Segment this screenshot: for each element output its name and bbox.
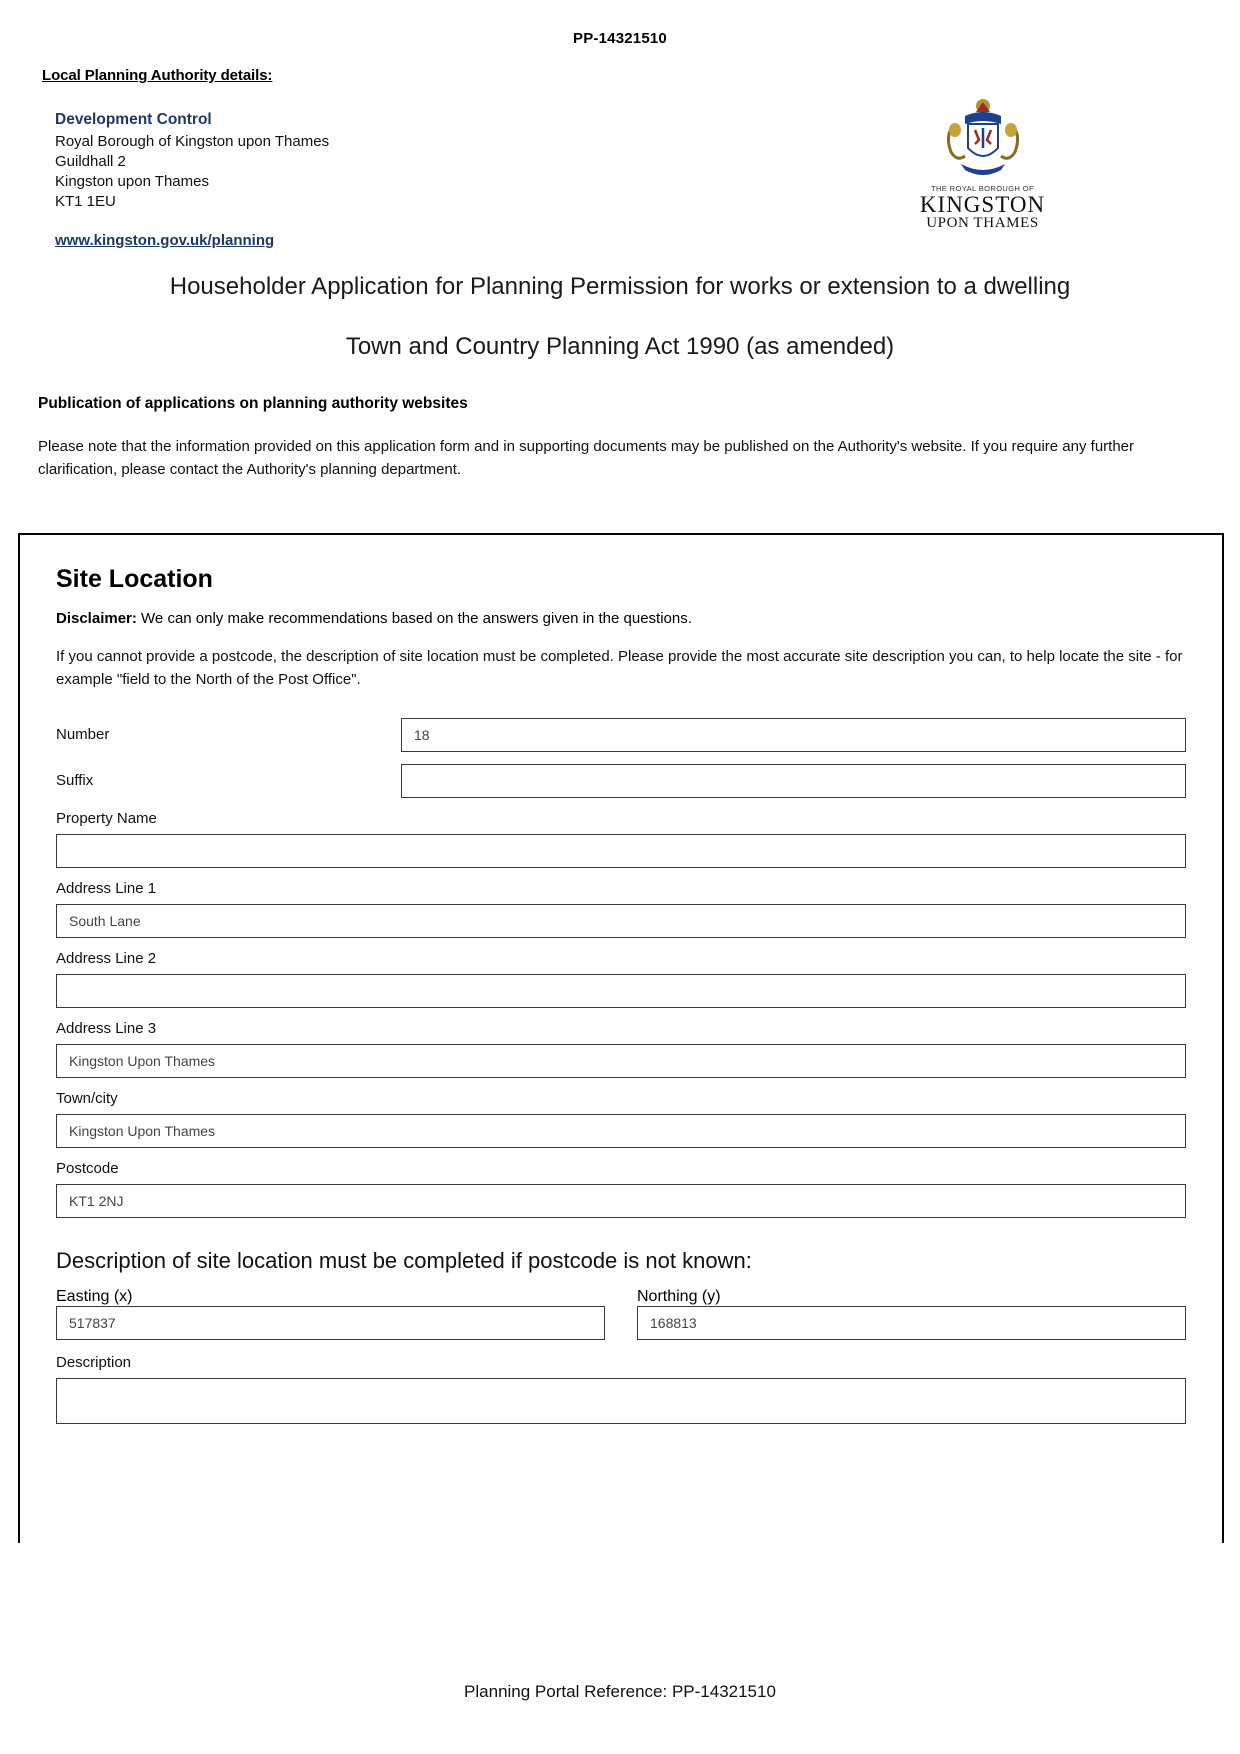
lpa-address-block — [55, 110, 1240, 212]
field-row-address-line-1 — [56, 880, 1186, 938]
label-easting: Easting (x) — [56, 1287, 133, 1305]
site-location-note: If you cannot provide a postcode, the description of site location must be completed. Please provide the most accurate site description you can, to help locate the site - for example "field to the North of the Post Office". — [56, 648, 1183, 689]
crest-big-text: KINGSTON — [919, 192, 1046, 217]
input-town-city[interactable]: Kingston Upon Thames — [56, 1114, 1186, 1148]
input-number[interactable]: 18 — [401, 718, 1186, 752]
lpa-website-link[interactable]: www.kingston.gov.uk/planning — [55, 231, 275, 249]
label-postcode: Postcode — [56, 1159, 119, 1177]
field-row-address-line-2 — [56, 950, 1186, 1008]
lpa-address-line-3: Kingston upon Thames — [55, 173, 209, 191]
label-address-line-2: Address Line 2 — [56, 949, 157, 967]
input-address-line-2[interactable] — [56, 974, 1186, 1008]
input-address-line-3[interactable]: Kingston Upon Thames — [56, 1044, 1186, 1078]
label-address-line-1: Address Line 1 — [56, 879, 157, 897]
field-row-number — [56, 718, 1186, 752]
disclaimer-text — [56, 610, 1186, 627]
site-location-section — [18, 533, 1224, 1543]
field-row-easting — [56, 1288, 605, 1340]
label-number: Number — [56, 726, 110, 744]
label-northing: Northing (y) — [637, 1287, 721, 1305]
field-row-postcode — [56, 1160, 1186, 1218]
input-property-name[interactable] — [56, 834, 1186, 868]
field-row-northing — [637, 1288, 1186, 1340]
coat-of-arms-icon — [935, 96, 1031, 182]
label-address-line-3: Address Line 3 — [56, 1019, 157, 1037]
input-northing[interactable]: 168813 — [637, 1306, 1186, 1340]
description-section-heading: Description of site location must be completed if postcode is not known: — [56, 1247, 752, 1273]
input-description[interactable] — [56, 1378, 1186, 1424]
field-row-description — [56, 1354, 1186, 1424]
field-row-suffix — [56, 764, 1186, 798]
lpa-address-line-2: Guildhall 2 — [55, 153, 126, 171]
field-row-town-city — [56, 1090, 1186, 1148]
lpa-name: Development Control — [55, 111, 212, 128]
publication-body: Please note that the information provided on this application form and in supporting documents may be published on the Authority's website. If you require any further clarification, please contact the Authority's planning department. — [38, 437, 1135, 478]
document-title: Householder Application for Planning Permission for works or extension to a dwelling — [169, 272, 1071, 300]
label-suffix: Suffix — [56, 772, 94, 790]
document-reference-header: PP-14321510 — [573, 30, 667, 47]
coordinates-row — [56, 1288, 1186, 1340]
field-row-address-line-3 — [56, 1020, 1186, 1078]
council-crest — [910, 96, 1055, 232]
input-easting[interactable]: 517837 — [56, 1306, 605, 1340]
publication-heading: Publication of applications on planning authority websites — [38, 394, 468, 412]
crest-mid-text: UPON THAMES — [926, 215, 1039, 231]
lpa-address-line-1: Royal Borough of Kingston upon Thames — [55, 133, 330, 151]
input-postcode[interactable]: KT1 2NJ — [56, 1184, 1186, 1218]
disclaimer-body: We can only make recommendations based on the answers given in the questions. — [136, 610, 692, 628]
input-suffix[interactable] — [401, 764, 1186, 798]
page-footer: Planning Portal Reference: PP-14321510 — [464, 1682, 776, 1701]
disclaimer-label: Disclaimer: — [56, 610, 137, 628]
field-row-property-name — [56, 810, 1186, 868]
label-property-name: Property Name — [56, 809, 157, 827]
document-subtitle: Town and Country Planning Act 1990 (as amended) — [345, 332, 895, 360]
label-description: Description — [56, 1353, 132, 1371]
crest-small-text: THE ROYAL BOROUGH OF — [930, 184, 1034, 193]
lpa-address-postcode: KT1 1EU — [55, 192, 116, 210]
lpa-details-heading: Local Planning Authority details: — [42, 67, 273, 84]
input-address-line-1[interactable]: South Lane — [56, 904, 1186, 938]
label-town-city: Town/city — [56, 1089, 118, 1107]
site-location-title: Site Location — [56, 565, 213, 594]
